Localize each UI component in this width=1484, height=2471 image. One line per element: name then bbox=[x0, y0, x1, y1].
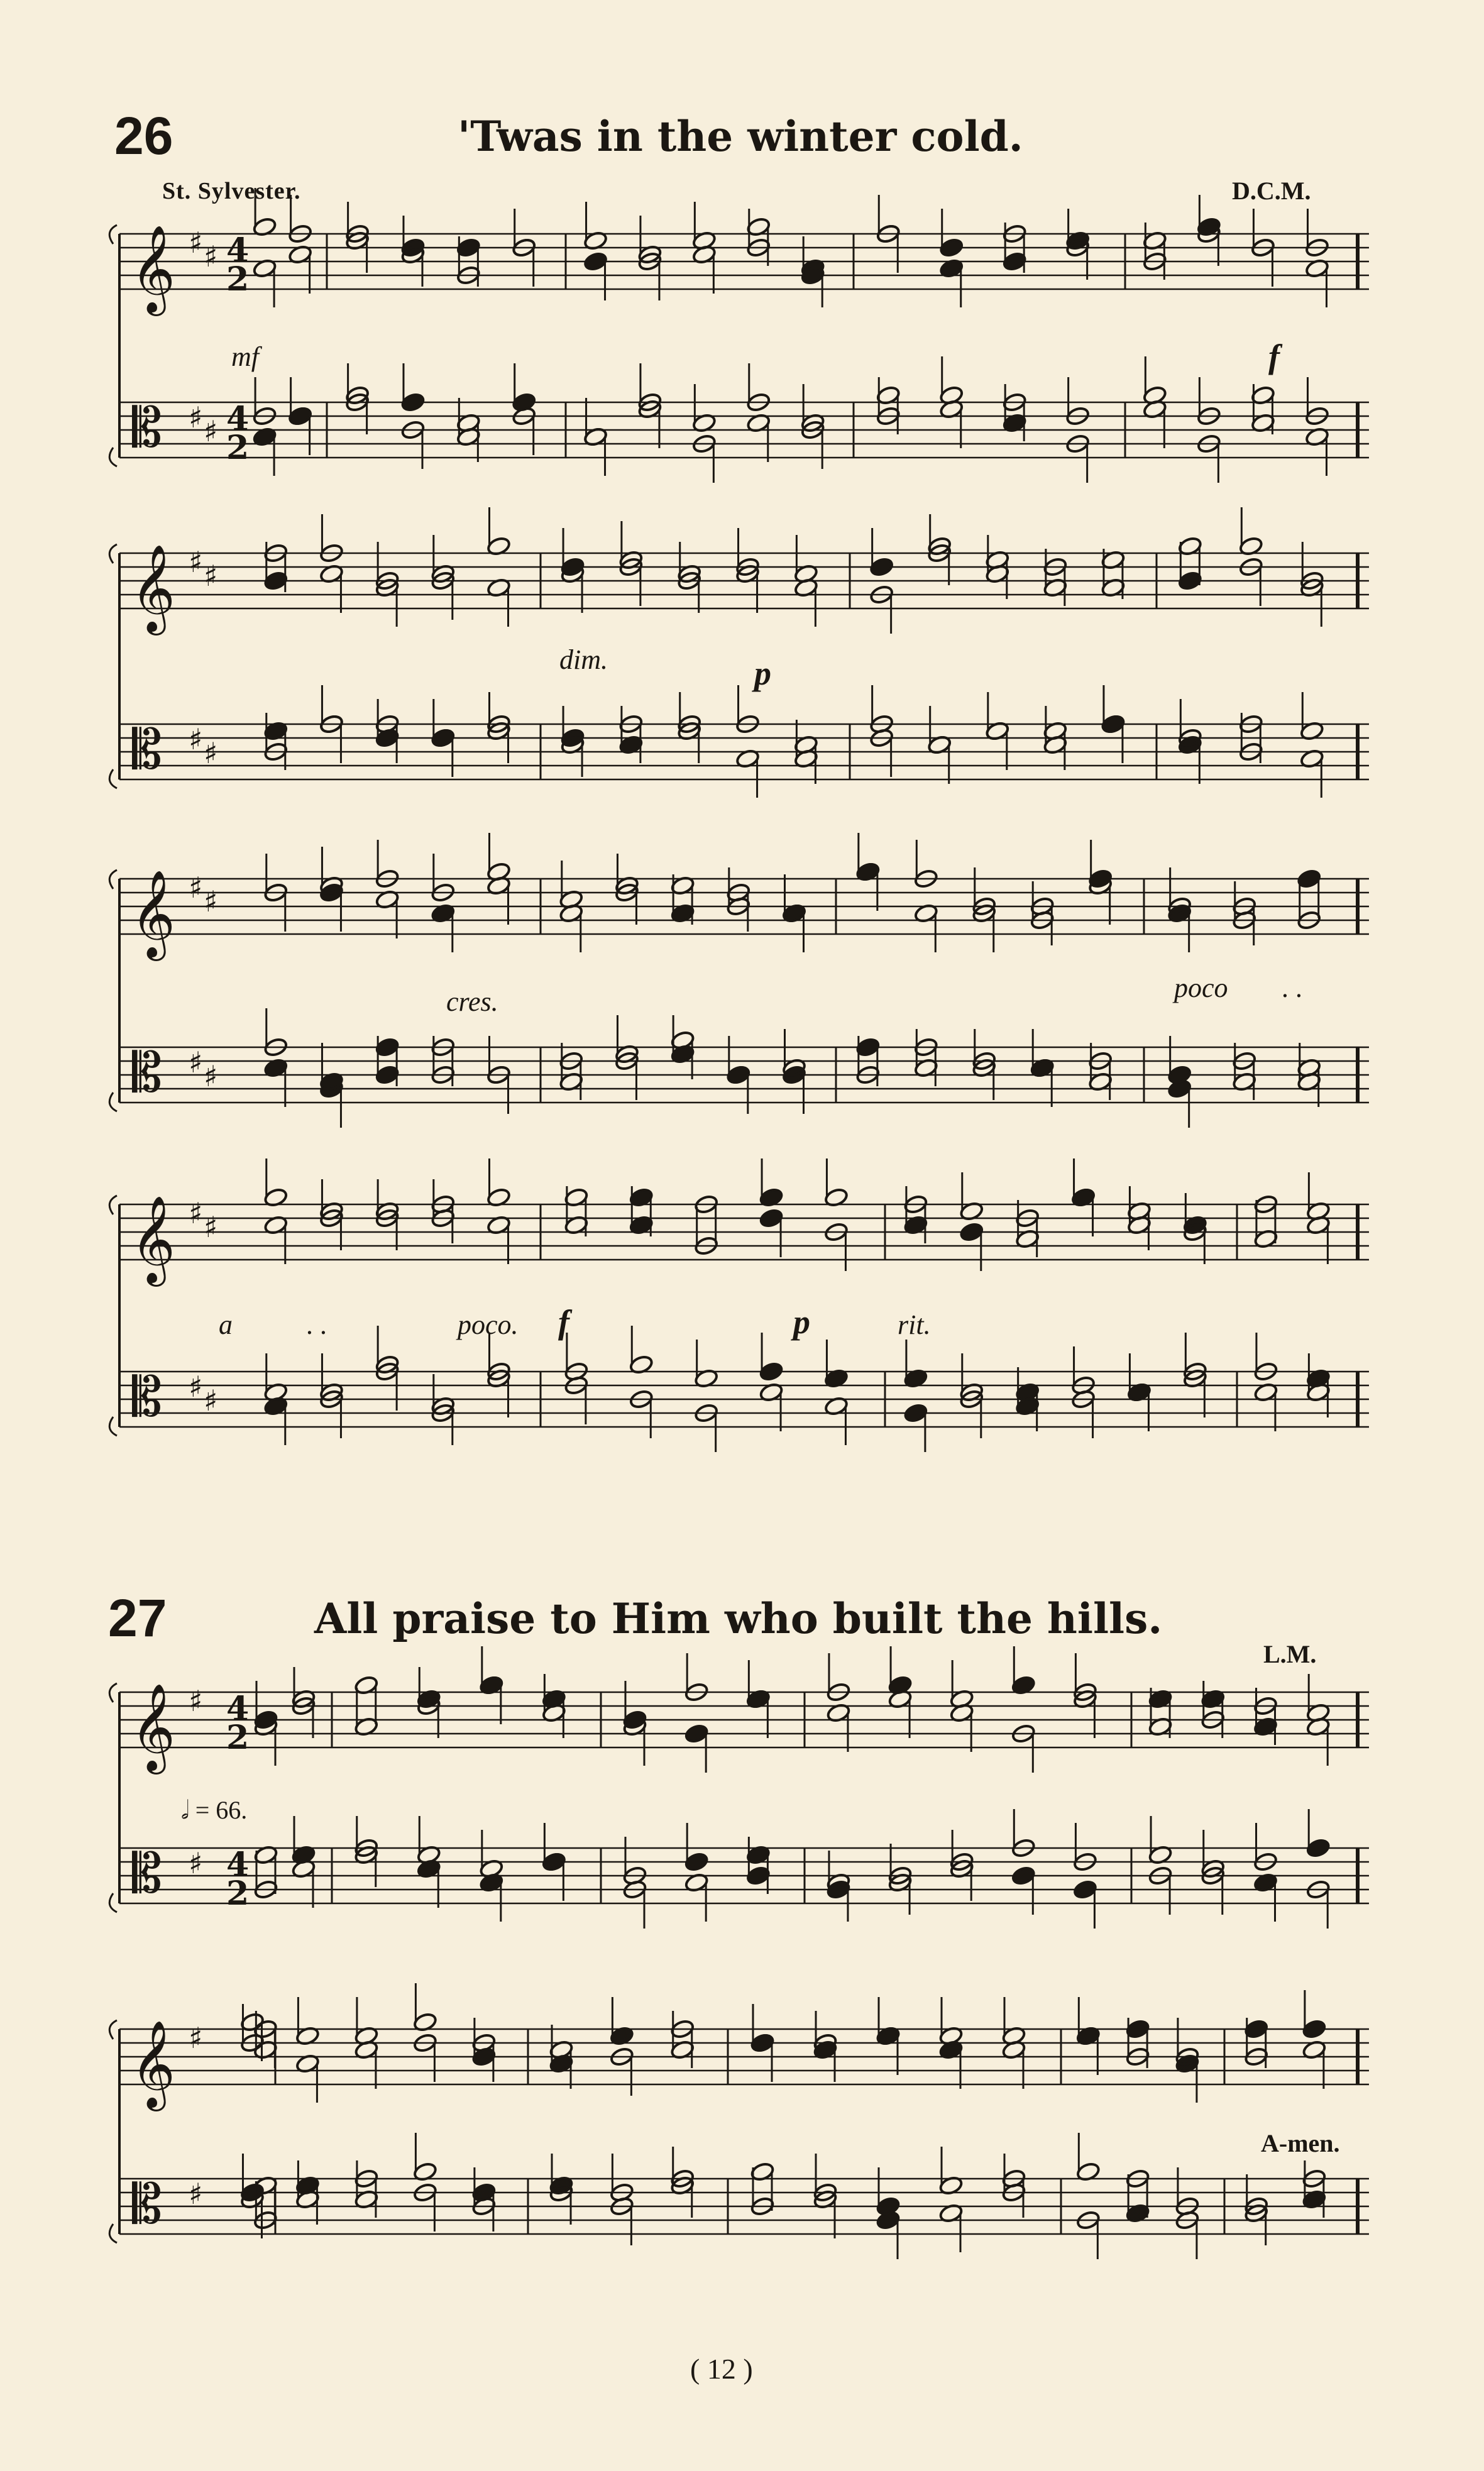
sharp-icon: ♯ bbox=[189, 1370, 203, 1404]
hymn-26-tune-name: St. Sylvester. bbox=[162, 178, 301, 204]
hymn-26-meter: D.C.M. bbox=[1232, 177, 1311, 205]
sharp-icon: ♯ bbox=[189, 871, 203, 905]
sharp-icon: ♯ bbox=[189, 1684, 203, 1718]
treble-staff-4 bbox=[119, 1204, 1369, 1260]
c-clef-icon: 𝄡 bbox=[132, 1842, 162, 1905]
treble-clef-icon: 𝄞 bbox=[131, 1683, 175, 1771]
brace bbox=[109, 2020, 117, 2243]
sharp-icon: ♯ bbox=[204, 239, 218, 273]
sharp-icon: ♯ bbox=[189, 722, 203, 756]
sharp-icon: ♯ bbox=[204, 736, 218, 770]
hymn-26-title: 'Twas in the winter cold. bbox=[458, 112, 1023, 161]
dynamic-a: a bbox=[219, 1309, 233, 1340]
sharp-icon: ♯ bbox=[204, 1210, 218, 1244]
c-clef-icon: 𝄡 bbox=[132, 718, 162, 781]
sharp-icon: ♯ bbox=[204, 1059, 218, 1093]
sharp-icon: ♯ bbox=[189, 400, 203, 434]
sharp-icon: ♯ bbox=[189, 226, 203, 260]
bass-staff-4 bbox=[119, 1372, 1369, 1427]
treble-clef-icon: 𝄞 bbox=[131, 1196, 175, 1283]
dynamic-f-1: f bbox=[1268, 338, 1280, 375]
treble-clef-icon: 𝄞 bbox=[131, 225, 175, 312]
sharp-icon: ♯ bbox=[189, 1846, 203, 1880]
brace bbox=[109, 870, 117, 1111]
brace bbox=[109, 1683, 117, 1912]
hymn-27-amen: A-men. bbox=[1261, 2129, 1340, 2157]
sharp-icon: ♯ bbox=[204, 1384, 218, 1417]
time-signature-top: 4 bbox=[226, 1690, 250, 1728]
time-signature-bottom: 2 bbox=[226, 1719, 250, 1757]
dynamic-rit: rit. bbox=[898, 1309, 931, 1340]
sharp-icon: ♯ bbox=[189, 545, 203, 579]
hymn-27-meter: L.M. bbox=[1263, 1640, 1317, 1668]
hymn-27-title: All praise to Him who built the hills. bbox=[314, 1594, 1163, 1643]
sharp-icon: ♯ bbox=[189, 2177, 203, 2211]
dynamic-dots-1: . . bbox=[1282, 972, 1303, 1003]
sharp-icon: ♯ bbox=[189, 2021, 203, 2055]
time-signature-top: 4 bbox=[226, 400, 250, 438]
treble-clef-icon: 𝄞 bbox=[131, 544, 175, 632]
page-number: ( 12 ) bbox=[690, 2353, 753, 2385]
c-clef-icon: 𝄡 bbox=[132, 1366, 162, 1429]
treble-clef-icon: 𝄞 bbox=[131, 870, 175, 957]
time-signature-bottom: 2 bbox=[226, 429, 250, 467]
dynamic-mf: mf bbox=[231, 341, 259, 372]
brace bbox=[109, 225, 117, 466]
sharp-icon: ♯ bbox=[204, 884, 218, 918]
dynamic-dots-2: . . bbox=[307, 1309, 327, 1340]
c-clef-icon: 𝄡 bbox=[132, 1042, 162, 1104]
sharp-icon: ♯ bbox=[189, 1196, 203, 1230]
dynamic-poco-2: poco. bbox=[458, 1309, 519, 1340]
brace bbox=[109, 544, 117, 788]
dynamic-f-2: f bbox=[558, 1303, 569, 1341]
treble-clef-icon: 𝄞 bbox=[131, 2020, 175, 2108]
time-signature-bottom: 2 bbox=[226, 260, 250, 299]
sharp-icon: ♯ bbox=[204, 559, 218, 593]
dynamic-p-2: p bbox=[793, 1303, 810, 1341]
hymn-27-tempo-mark: 𝅗𝅥 = 66. bbox=[181, 1796, 248, 1824]
time-signature-top: 4 bbox=[226, 1846, 250, 1884]
treble-staff-1 bbox=[119, 234, 1369, 289]
time-signature-top: 4 bbox=[226, 231, 250, 270]
dynamic-cres: cres. bbox=[446, 986, 498, 1017]
dynamic-poco-1: poco bbox=[1174, 972, 1228, 1003]
dynamic-p-1: p bbox=[754, 654, 771, 692]
dynamic-dim: dim. bbox=[559, 644, 608, 675]
sharp-icon: ♯ bbox=[204, 414, 218, 448]
treble-staff-5 bbox=[119, 1692, 1369, 1747]
time-signature-bottom: 2 bbox=[226, 1874, 250, 1913]
c-clef-icon: 𝄡 bbox=[132, 397, 162, 460]
brace bbox=[109, 1196, 117, 1436]
c-clef-icon: 𝄡 bbox=[132, 2173, 162, 2236]
hymn-26-number: 26 bbox=[114, 106, 173, 165]
sharp-icon: ♯ bbox=[189, 1045, 203, 1079]
hymn-27-number: 27 bbox=[108, 1588, 167, 1648]
